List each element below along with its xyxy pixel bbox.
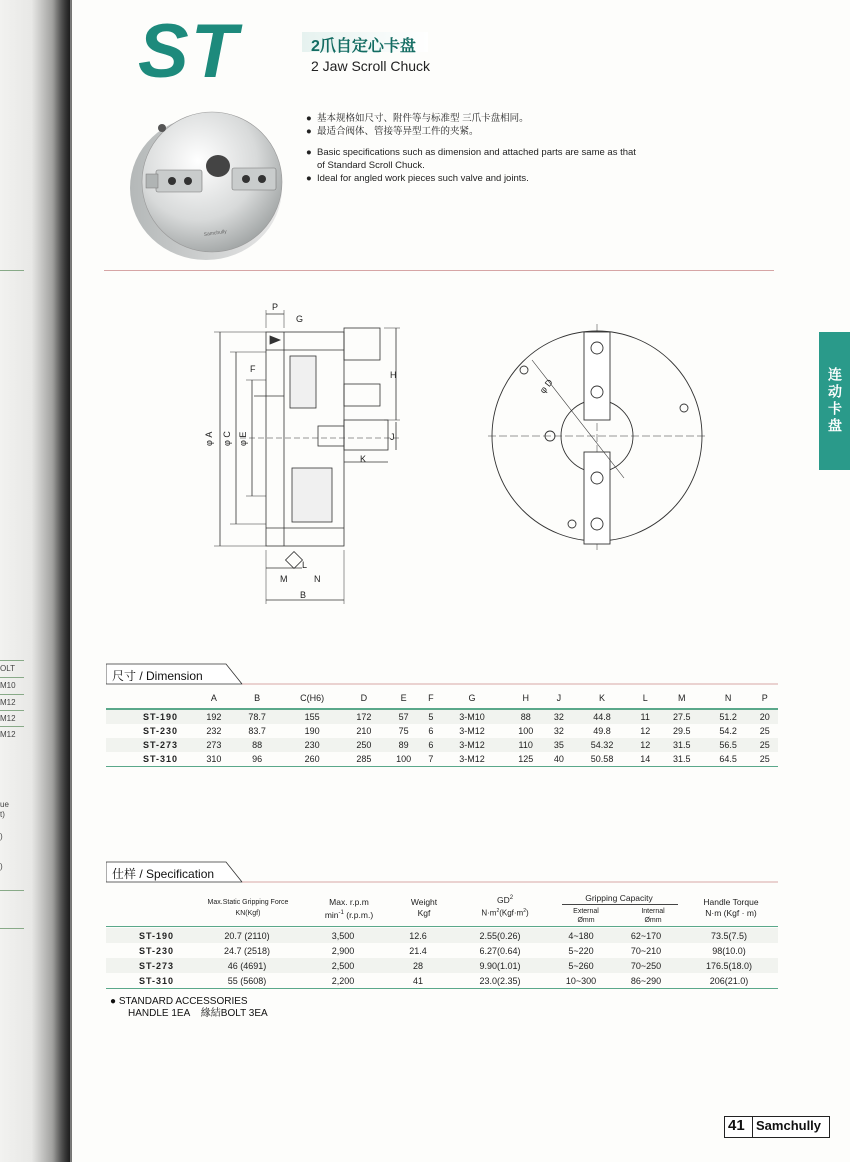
dim-label-p: P	[272, 302, 279, 312]
dim-label-n: N	[314, 574, 321, 584]
prev-page-fragment: t)	[0, 810, 5, 819]
spec-header-internal: Internal Ømm	[641, 908, 665, 924]
dim-col-b: B	[254, 693, 261, 703]
accessories-title: STANDARD ACCESSORIES	[118, 996, 248, 1007]
prev-page-fragment: )	[0, 862, 3, 871]
feature-list	[306, 112, 636, 185]
side-view-drawing	[200, 300, 420, 610]
bullet-icon: ●	[306, 126, 312, 137]
dim-label-h: H	[390, 370, 397, 380]
dim-col-n: N	[724, 693, 732, 703]
dim-label-j: J	[390, 432, 395, 442]
dim-col-p: P	[761, 693, 768, 703]
prev-page-rule	[0, 660, 24, 661]
table-row: ST-190 20.7 (2110) 3,500 12.6 2.55(0.26) 4~180 62~170 73.5(7.5)	[106, 928, 778, 943]
binding-shadow	[52, 0, 72, 1162]
prev-page-fragment: M10	[0, 681, 16, 690]
spec-header-capacity: Gripping Capacity	[585, 893, 653, 903]
photo-engraving: Samchully	[203, 228, 228, 238]
spec-header-weight: Weight Kgf	[410, 897, 438, 918]
prev-page-fragment: M12	[0, 714, 16, 723]
table-row: ST-230 24.7 (2518) 2,900 21.4 6.27(0.64) 5~220 70~210 98(10.0)	[138, 945, 746, 956]
dim-col-g: G	[468, 693, 476, 703]
prev-page-rule	[0, 928, 24, 929]
prev-page-rule	[0, 270, 24, 271]
table-row: ST-230 232 83.7 190 210 75 6 3-M12 100 32 49.8 12 29.5 54.2 25	[142, 726, 770, 736]
dim-col-l: L	[642, 693, 648, 703]
prev-page-rule	[0, 726, 24, 727]
dim-col-m: M	[677, 693, 686, 703]
bullet-icon: ●	[306, 173, 312, 184]
dim-label-g: G	[296, 314, 304, 324]
prev-page-rule	[0, 677, 24, 678]
spec-header-external: External Ømm	[573, 908, 599, 924]
dim-col-c: C(H6)	[300, 693, 325, 703]
section-divider	[104, 270, 774, 271]
dimension-header-row	[106, 688, 778, 708]
prev-page-fragment: OLT	[0, 664, 15, 673]
dim-col-j: J	[556, 693, 562, 703]
bullet-icon: ●	[306, 147, 312, 158]
model-code-title: ST	[138, 9, 240, 94]
specification-section-title: 仕样 / Specification	[112, 867, 215, 881]
page-number: 41	[728, 1117, 745, 1134]
spec-header-torque: Handle Torque N·m (Kgf · m)	[703, 897, 759, 918]
standard-accessories	[110, 996, 268, 1020]
prev-page-rule	[0, 710, 24, 711]
dim-label-e: φ E	[238, 431, 248, 446]
feature-item-en-1: ● Basic specifications such as dimension and attached parts are same as that	[306, 147, 636, 158]
dimension-section-header	[106, 662, 778, 686]
accessories-items: HANDLE 1EA 緣結BOLT 3EA	[128, 1008, 268, 1019]
category-side-tab[interactable]: 连动卡盘	[819, 332, 850, 470]
feature-item-cn-2: ● 最适合阀体、管接等异型工件的夹紧。	[306, 126, 479, 137]
prev-page-fragment: M12	[0, 698, 16, 707]
dimension-table	[106, 688, 778, 767]
product-photo	[128, 104, 288, 262]
feature-item-en-2: ● Ideal for angled work pieces such valve and joints.	[306, 173, 529, 184]
front-view-drawing	[488, 318, 708, 552]
table-row: ST-310 310 96 260 285 100 7 3-M12 125 40 50.58 14 31.5 64.5 25	[142, 754, 770, 764]
prev-page-rule	[0, 694, 24, 695]
dim-label-m: M	[280, 574, 288, 584]
spec-header-rule	[106, 926, 778, 927]
prev-page-rule	[0, 890, 24, 891]
table-row: ST-273 273 88 230 250 89 6 3-M12 110 35 54.32 12 31.5 56.5 25	[106, 738, 778, 752]
spec-header-gd: $GD^2$ $N\cdot m^2(Kgf\cdot m^2)$	[481, 894, 529, 918]
prev-page-fragment: M12	[0, 730, 16, 739]
footer-divider	[752, 1117, 753, 1137]
table-row: ST-190 192 78.7 155 172 57 5 3-M10 88 32 44.8 11 27.5 51.2 20	[106, 710, 778, 724]
capacity-divider	[562, 904, 678, 905]
dim-label-f: F	[250, 364, 256, 374]
dim-label-l: L	[302, 560, 308, 570]
prev-page-fragment: )	[0, 832, 3, 841]
bullet-icon: ●	[306, 113, 312, 124]
dim-col-k: K	[599, 693, 606, 703]
title-english: 2 Jaw Scroll Chuck	[311, 58, 431, 74]
dim-col-h: H	[522, 693, 529, 703]
dim-label-k: K	[360, 454, 367, 464]
dim-label-a: φ A	[204, 431, 214, 446]
dimension-section-title: 尺寸 / Dimension	[112, 669, 203, 683]
dim-label-b: B	[300, 590, 307, 600]
feature-item-en-1-cont: of Standard Scroll Chuck.	[317, 160, 425, 171]
specification-table	[106, 928, 778, 989]
bullet-icon: ●	[110, 996, 119, 1007]
spec-header-force: Max.Static Gripping Force KN(Kgf)	[207, 899, 289, 917]
dim-col-a: A	[210, 693, 217, 703]
dim-col-d: D	[360, 693, 368, 703]
prev-page-fragment: ue	[0, 800, 9, 809]
dim-col-e: E	[400, 693, 407, 703]
spec-header-rpm: Max. r.p.m $\min^{-1} (r.p.m.)$	[324, 897, 374, 920]
table-row: ST-310 55 (5608) 2,200 41 23.0(2.35) 10~300 86~290 206(21.0)	[138, 975, 749, 986]
feature-item-cn-1: ● 基本规格如尺寸、附件等与标准型 三爪卡盘相同。	[306, 113, 529, 124]
title-chinese: 2爪自定心卡盘	[311, 38, 416, 55]
dim-label-c: φ C	[222, 431, 232, 446]
table-row: ST-273 46 (4691) 2,500 28 9.90(1.01) 5~260 70~250 176.5(18.0)	[106, 958, 778, 973]
brand-name: Samchully	[756, 1118, 822, 1133]
dim-col-f: F	[428, 693, 434, 703]
dim-label-d: φ D	[537, 377, 555, 396]
